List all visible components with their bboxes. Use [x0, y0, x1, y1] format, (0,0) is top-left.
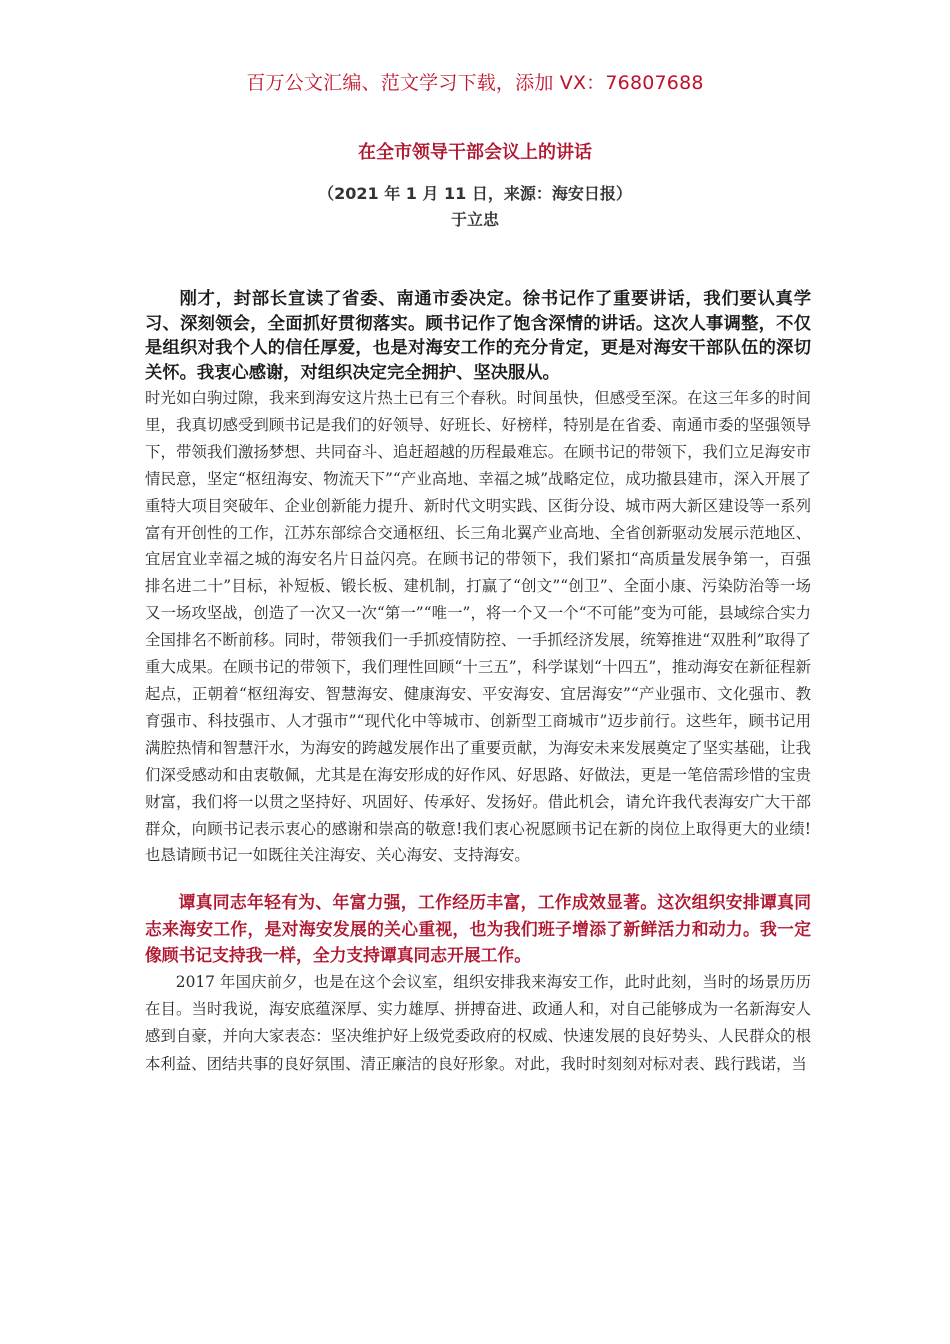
download-banner: 百万公文汇编、范文学习下载，添加 VX：76807688	[246, 72, 704, 94]
paragraph-recollection: 2017 年国庆前夕，也是在这个会议室，组织安排我来海安工作，此时此刻，当时的场景历历在目。当时我说，海安底蕴深厚、实力雄厚、拼搏奋进、政通人和，对自己能够成为一名新海安人感到自豪，并向大家表态：坚决维护好上级党委政府的权威、快速发展的良好势头、人民群众的根本利益、团结共事的良好氛围、清正廉洁的良好形象。对此，我时时刻刻对标对表、践行践诺，当	[145, 972, 811, 1073]
page-title: 在全市领导干部会议上的讲话	[358, 142, 592, 163]
paragraph-successor: 谭真同志年轻有为、年富力强，工作经历丰富，工作成效显著。这次组织安排谭真同志来海安工作，是对海安发展的关心重视，也为我们班子增添了新鲜活力和动力。我一定像顾书记支持我一样，全力支持谭真同志开展工作。	[145, 892, 811, 966]
author-name: 于立忠	[450, 210, 499, 229]
paragraph-review: 时光如白驹过隙，我来到海安这片热土已有三个春秋。时间虽快，但感受至深。在这三年多的时间里，我真切感受到顾书记是我们的好领导、好班长、好榜样，特别是在省委、南通市委的坚强领导下，带领我们激扬梦想、共同奋斗、追赶超越的历程最难忘。在顾书记的带领下，我们立足海安市情民意，坚定“枢纽海安、物流天下”“产业高地、幸福之城”战略定位，成功撤县建市，深入开展了重特大项目突破年、企业创新能力提升、新时代文明实践、区街分设、城市两大新区建设等一系列富有开创性的工作，江苏东部综合交通枢纽、长三角北翼产业高地、全省创新驱动发展示范地区、宜居宜业幸福之城的海安名片日益闪亮。在顾书记的带领下，我们紧扣“高质量发展争第一，百强排名进二十”目标，补短板、锻长板、建机制，打赢了“创文”“创卫”、全面小康、污染防治等一场又一场攻坚战，创造了一次又一次“第一”“唯一”，将一个又一个“不可能”变为可能，县域综合实力全国排名不断前移。同时，带领我们一手抓疫情防控、一手抓经济发展，统筹推进“双胜利”取得了重大成果。在顾书记的带领下，我们理性回顾“十三五”，科学谋划“十四五”，推动海安在新征程新起点，正朝着“枢纽海安、智慧海安、健康海安、平安海安、宜居海安”“产业强市、文化强市、教育强市、科技强市、人才强市”“现代化中等城市、创新型工商城市”迈步前行。这些年，顾书记用满腔热情和智慧汗水，为海安的跨越发展作出了重要贡献，为海安未来发展奠定了坚实基础，让我们深受感动和由衷敬佩，尤其是在海安形成的好作风、好思路、好做法，更是一笔倍需珍惜的宝贵财富，我们将一以贯之坚持好、巩固好、传承好、发扬好。借此机会，请允许我代表海安广大干部群众，向顾书记表示衷心的感谢和崇高的敬意!我们衷心祝愿顾书记在新的岗位上取得更大的业绩!也恳请顾书记一如既往关注海安、关心海安、支持海安。	[145, 389, 811, 865]
article-body	[145, 287, 811, 1078]
paragraph-opening: 刚才，封部长宣读了省委、南通市委决定。徐书记作了重要讲话，我们要认真学习、深刻领会，全面抓好贯彻落实。顾书记作了饱含深情的讲话。这次人事调整，不仅是组织对我个人的信任厚爱，也是对海安工作的充分肯定，更是对海安干部队伍的深切关怀。我衷心感谢，对组织决定完全拥护、坚决服从。	[145, 289, 811, 383]
article-meta	[0, 181, 950, 233]
date-source-line: （2021 年 1 月 11 日，来源：海安日报）	[318, 184, 632, 203]
